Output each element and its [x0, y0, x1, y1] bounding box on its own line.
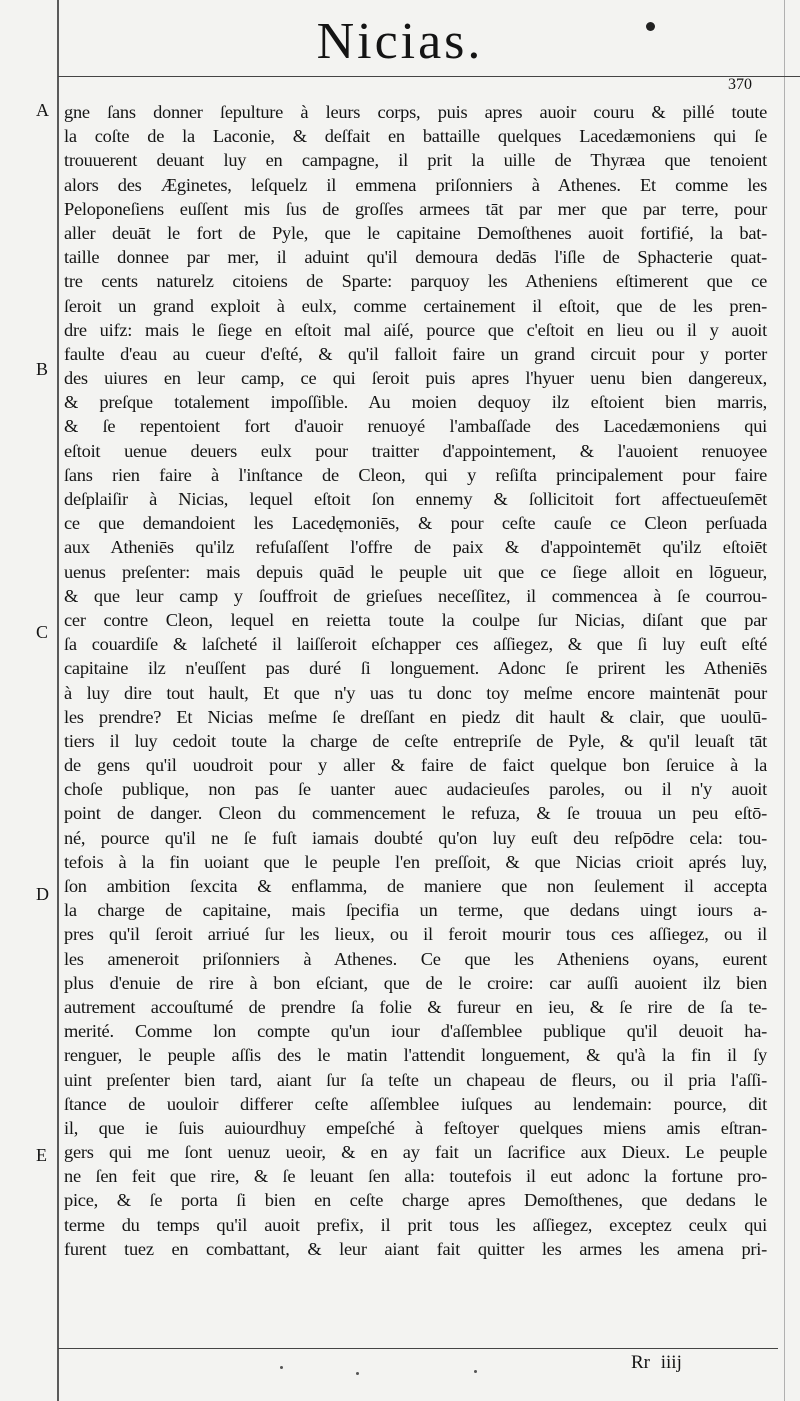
text-line: la coſte de la Laconie, & deſfait en battaille quelques Lacedæmoniens qui ſe: [64, 126, 767, 147]
text-line: né, pource qu'il ne ſe fuſt iamais doubté qu'on luy euſt deu reſpōdre cela: tou-: [64, 827, 767, 848]
text-line: Peloponeſiens euſſent mis ſus de groſſes armees tāt par mer que par terre, pour: [64, 198, 767, 219]
text-line: ſans rien faire à l'inſtance de Cleon, qui y reſiſta principalement pour faire: [64, 464, 767, 485]
text-line: gne ſans donner ſepulture à leurs corps, puis apres auoir couru & pillé toute: [64, 102, 767, 122]
text-line: ſeroit un grand exploit à eulx, comme certainement il eſtoit, que de les pren-: [64, 295, 767, 316]
text-line: dre uifz: mais le ſiege en eſtoit mal aiſé, pource que c'eſtoit en lieu ou il y auoit: [64, 319, 767, 340]
text-line: uenus preſenter: mais depuis quād le peuple uit que ce ſiege alloit en lōgueur,: [64, 561, 767, 582]
margin-letter-b: B: [36, 359, 49, 379]
right-edge-rule: [784, 0, 785, 1401]
text-line: taille donnee par mer, il aduint qu'il demoura dedās l'iſle de Sphacterie quat-: [64, 247, 767, 268]
page-speck: [474, 1370, 477, 1373]
text-line: tre cents naturelz citoiens de Sparte: parquoy les Atheniens eſtimerent que ce: [64, 271, 767, 292]
text-line: furent tuez en combattant, & leur aiant fait quitter les armes les amena pri-: [64, 1238, 767, 1259]
margin-letter-e: E: [36, 1145, 47, 1165]
text-line: trouuerent deuant luy en campagne, il prit la uille de Thyræa que tenoient: [64, 150, 767, 171]
text-line: faulte d'eau au cueur d'eſté, & qu'il falloit faire un grand circuit pour y porter: [64, 343, 767, 364]
text-line: ſon ambition ſexcita & enflamma, de maniere que non ſeulement il accepta: [64, 876, 767, 896]
text-line: merité. Comme lon compte qu'un iour d'aſſemblee publique qu'il deuoit ha-: [64, 1021, 767, 1042]
text-line: tefois à la fin uoiant que le peuple l'en preſſoit, & que Nicias crioit aprés luy,: [64, 851, 767, 872]
text-line: ce que demandoient les Lacedęmoniēs, & pour ceſte cauſe ce Cleon perſuada: [64, 513, 767, 534]
text-line: renguer, le peuple aſſis des le matin l'attendit longuement, & qu'à la fin il ſy: [64, 1045, 767, 1066]
text-line: eſtoit uenue deuers eulx pour traitter d'appointement, & l'auoient renuoyee: [64, 440, 767, 461]
ink-spot-ornament: [646, 22, 655, 31]
text-line: de gens qu'il uoudroit pour y aller & faire de faict quelque bon ſeruice à la: [64, 755, 767, 776]
text-line: la charge de capitaine, mais ſpecifia un terme, que dedans uingt iours a-: [64, 900, 767, 921]
text-line: plus d'enuie de rire à bon eſciant, que de le croire: car auſſi auoient ilz bien: [64, 972, 767, 993]
text-line: pres qu'il ſeroit arriué ſur les lieux, ou il feroit mourir tous ces aſſiegez, ou il: [64, 924, 767, 945]
text-line: terme du temps qu'il auoit prefix, il prit tous les aſſiegez, exceptez ceulx qui: [64, 1214, 767, 1235]
left-margin-rule: [57, 0, 59, 1401]
margin-letter-d: D: [36, 884, 49, 904]
text-line: autrement accouſtumé de prendre ſa folie & fureur en ieu, & ſe rire de ſa te-: [64, 996, 767, 1017]
text-line: à luy dire tout hault, Et que n'y uas tu donc toy meſme encore maintenāt pour: [64, 682, 767, 703]
text-line: les ameneroit priſonniers à Athenes. Ce que les Atheniens oyans, eurent: [64, 948, 767, 969]
text-line: ſtance de uouloir differer ceſte aſſemblee iuſques au lendemain: pource, dit: [64, 1093, 767, 1114]
text-line: cer contre Cleon, lequel en reietta toute la coulpe ſur Nicias, diſant que par: [64, 609, 767, 630]
margin-letter-c: C: [36, 622, 49, 642]
page-title: Nicias.: [316, 13, 484, 70]
text-line: des uiures en leur camp, ce qui ſeroit puis apres l'hyuer uenu bien dangereux,: [64, 368, 767, 389]
text-line: tiers il luy cedoit toute la charge de ceſte entrepriſe de Pyle, & qu'il leuaſt tāt: [64, 730, 767, 751]
text-line: point de danger. Cleon du commencement le refuza, & ſe trouua un peu eſtō-: [64, 803, 767, 824]
body-text: [64, 100, 767, 1261]
text-line: alors des Æginetes, leſquelz il emmena priſonniers à Athenes. Et comme les: [64, 174, 767, 195]
header-rule: [58, 76, 800, 77]
text-line: aller deuāt le fort de Pyle, que le capitaine Demoſthenes auoit fortifié, la bat-: [64, 222, 767, 243]
text-line: ſa couardiſe & laſcheté il laiſſeroit eſchapper ces aſſiegez, & que ſi luy euſt eſté: [64, 634, 767, 655]
text-line: choſe publique, non pas ſe uanter auec audacieuſes paroles, ou il n'y auoit: [64, 779, 767, 800]
text-line: il, que ie ſuis auiourdhuy empeſché à feſtoyer quelques miens amis eſtran-: [64, 1117, 767, 1138]
margin-letter-a: A: [36, 100, 49, 120]
text-line: deſplaiſir à Nicias, lequel eſtoit ſon ennemy & ſollicitoit fort affectueuſemēt: [64, 489, 767, 509]
text-line: ne ſen feit que rire, & ſe leuant ſen alla: toutefois il eut adonc la fortune pro-: [64, 1166, 767, 1187]
text-line: pice, & ſe porta ſi bien en ceſte charge apres Demoſthenes, que dedans le: [64, 1190, 767, 1211]
signature-mark: Rr iiij: [631, 1352, 682, 1373]
text-line: & ſe repentoient fort d'auoir renuoyé l'ambaſſade des Lacedæmoniens qui: [64, 416, 767, 437]
text-line: aux Atheniēs qu'ilz refuſaſſent l'offre de paix & d'appointemēt qu'ilz eſtoiēt: [64, 537, 767, 558]
page-speck: [280, 1366, 283, 1369]
text-line: les prendre? Et Nicias meſme ſe dreſſant en piedz dit hault & clair, que uoulū-: [64, 706, 767, 727]
text-line: & que leur camp y ſouffroit de grieſues neceſſitez, il commencea à ſe courrou-: [64, 585, 767, 606]
text-line: gers qui me ſont uenuz ueoir, & en ay fait un ſacrifice aux Dieux. Le peuple: [64, 1142, 767, 1163]
page-number: 370: [728, 76, 752, 93]
text-line: uint preſenter bien tard, aiant ſur ſa teſte un chapeau de fleurs, ou il pria l'aſſi-: [64, 1069, 767, 1090]
footer-rule: [58, 1348, 778, 1349]
text-line: capitaine ilz n'euſſent pas duré ſi longuement. Adonc ſe prirent les Atheniēs: [64, 658, 767, 679]
text-line: & preſque totalement impoſſible. Au moien dequoy ilz eſtoient bien marris,: [64, 392, 767, 413]
page-speck: [356, 1372, 359, 1375]
